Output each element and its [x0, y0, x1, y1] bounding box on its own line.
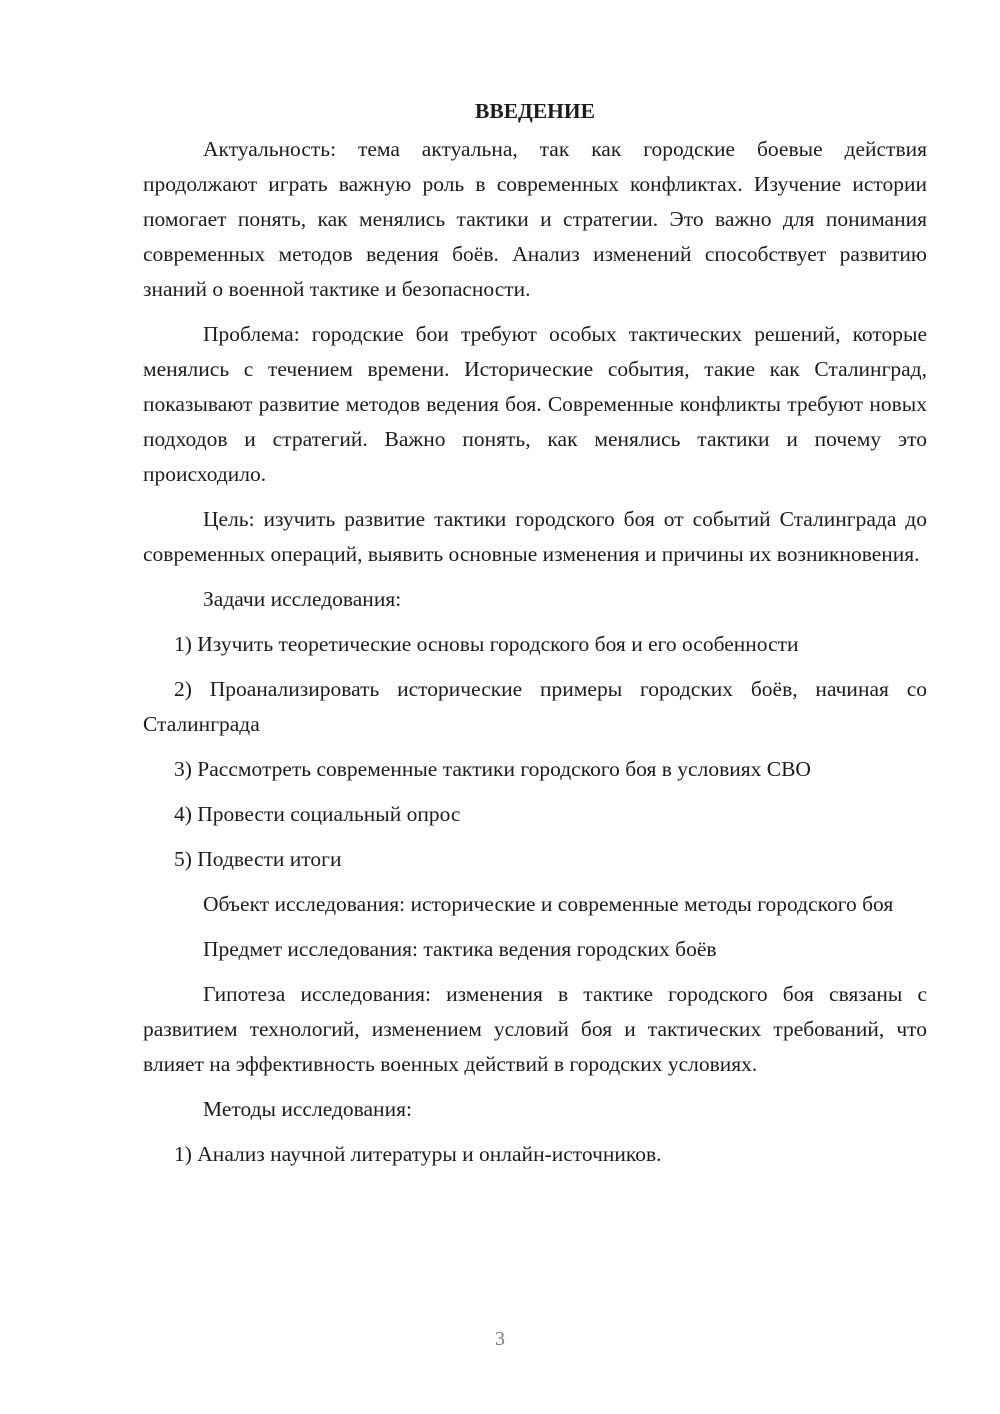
- task-item-1: 1) Изучить теоретические основы городского боя и его особенности: [174, 632, 799, 656]
- goal-paragraph: Цель: изучить развитие тактики городского боя от событий Сталинграда до современных операций, выявить основные изменения и причины их возникновения.: [143, 507, 927, 566]
- method-item-1: 1) Анализ научной литературы и онлайн-источников.: [174, 1142, 662, 1166]
- document-page: [143, 94, 927, 1182]
- task-item-5: 5) Подвести итоги: [174, 847, 342, 871]
- subject-paragraph: Предмет исследования: тактика ведения городских боёв: [203, 937, 717, 961]
- relevance-paragraph: Актуальность: тема актуальна, так как городские боевые действия продолжают играть важную роль в современных конфликтах. Изучение истории помогает понять, как менялись тактики и стратегии. Это важно для понимания современных методов ведения боёв. Анализ изменений способствует развитию знаний о военной тактике и безопасности.: [143, 137, 927, 301]
- hypothesis-paragraph: Гипотеза исследования: изменения в тактике городского боя связаны с развитием технологий, изменением условий боя и тактических требований, что влияет на эффективность военных действий в городских условиях.: [143, 982, 927, 1076]
- task-item-3: 3) Рассмотреть современные тактики городского боя в условиях СВО: [174, 757, 811, 781]
- page-number: 3: [495, 1328, 505, 1350]
- tasks-heading: Задачи исследования:: [203, 587, 402, 611]
- task-item-2: 2) Проанализировать исторические примеры городских боёв, начиная со Сталинграда: [143, 677, 927, 736]
- section-title: ВВЕДЕНИЕ: [475, 99, 595, 123]
- methods-heading: Методы исследования:: [203, 1097, 412, 1121]
- object-paragraph: Объект исследования: исторические и современные методы городского боя: [203, 892, 894, 916]
- task-item-4: 4) Провести социальный опрос: [174, 802, 461, 826]
- problem-paragraph: Проблема: городские бои требуют особых тактических решений, которые менялись с течением времени. Исторические события, такие как Сталинград, показывают развитие методов ведения боя. Современные конфликты требуют новых подходов и стратегий. Важно понять, как менялись тактики и почему это происходило.: [143, 322, 927, 486]
